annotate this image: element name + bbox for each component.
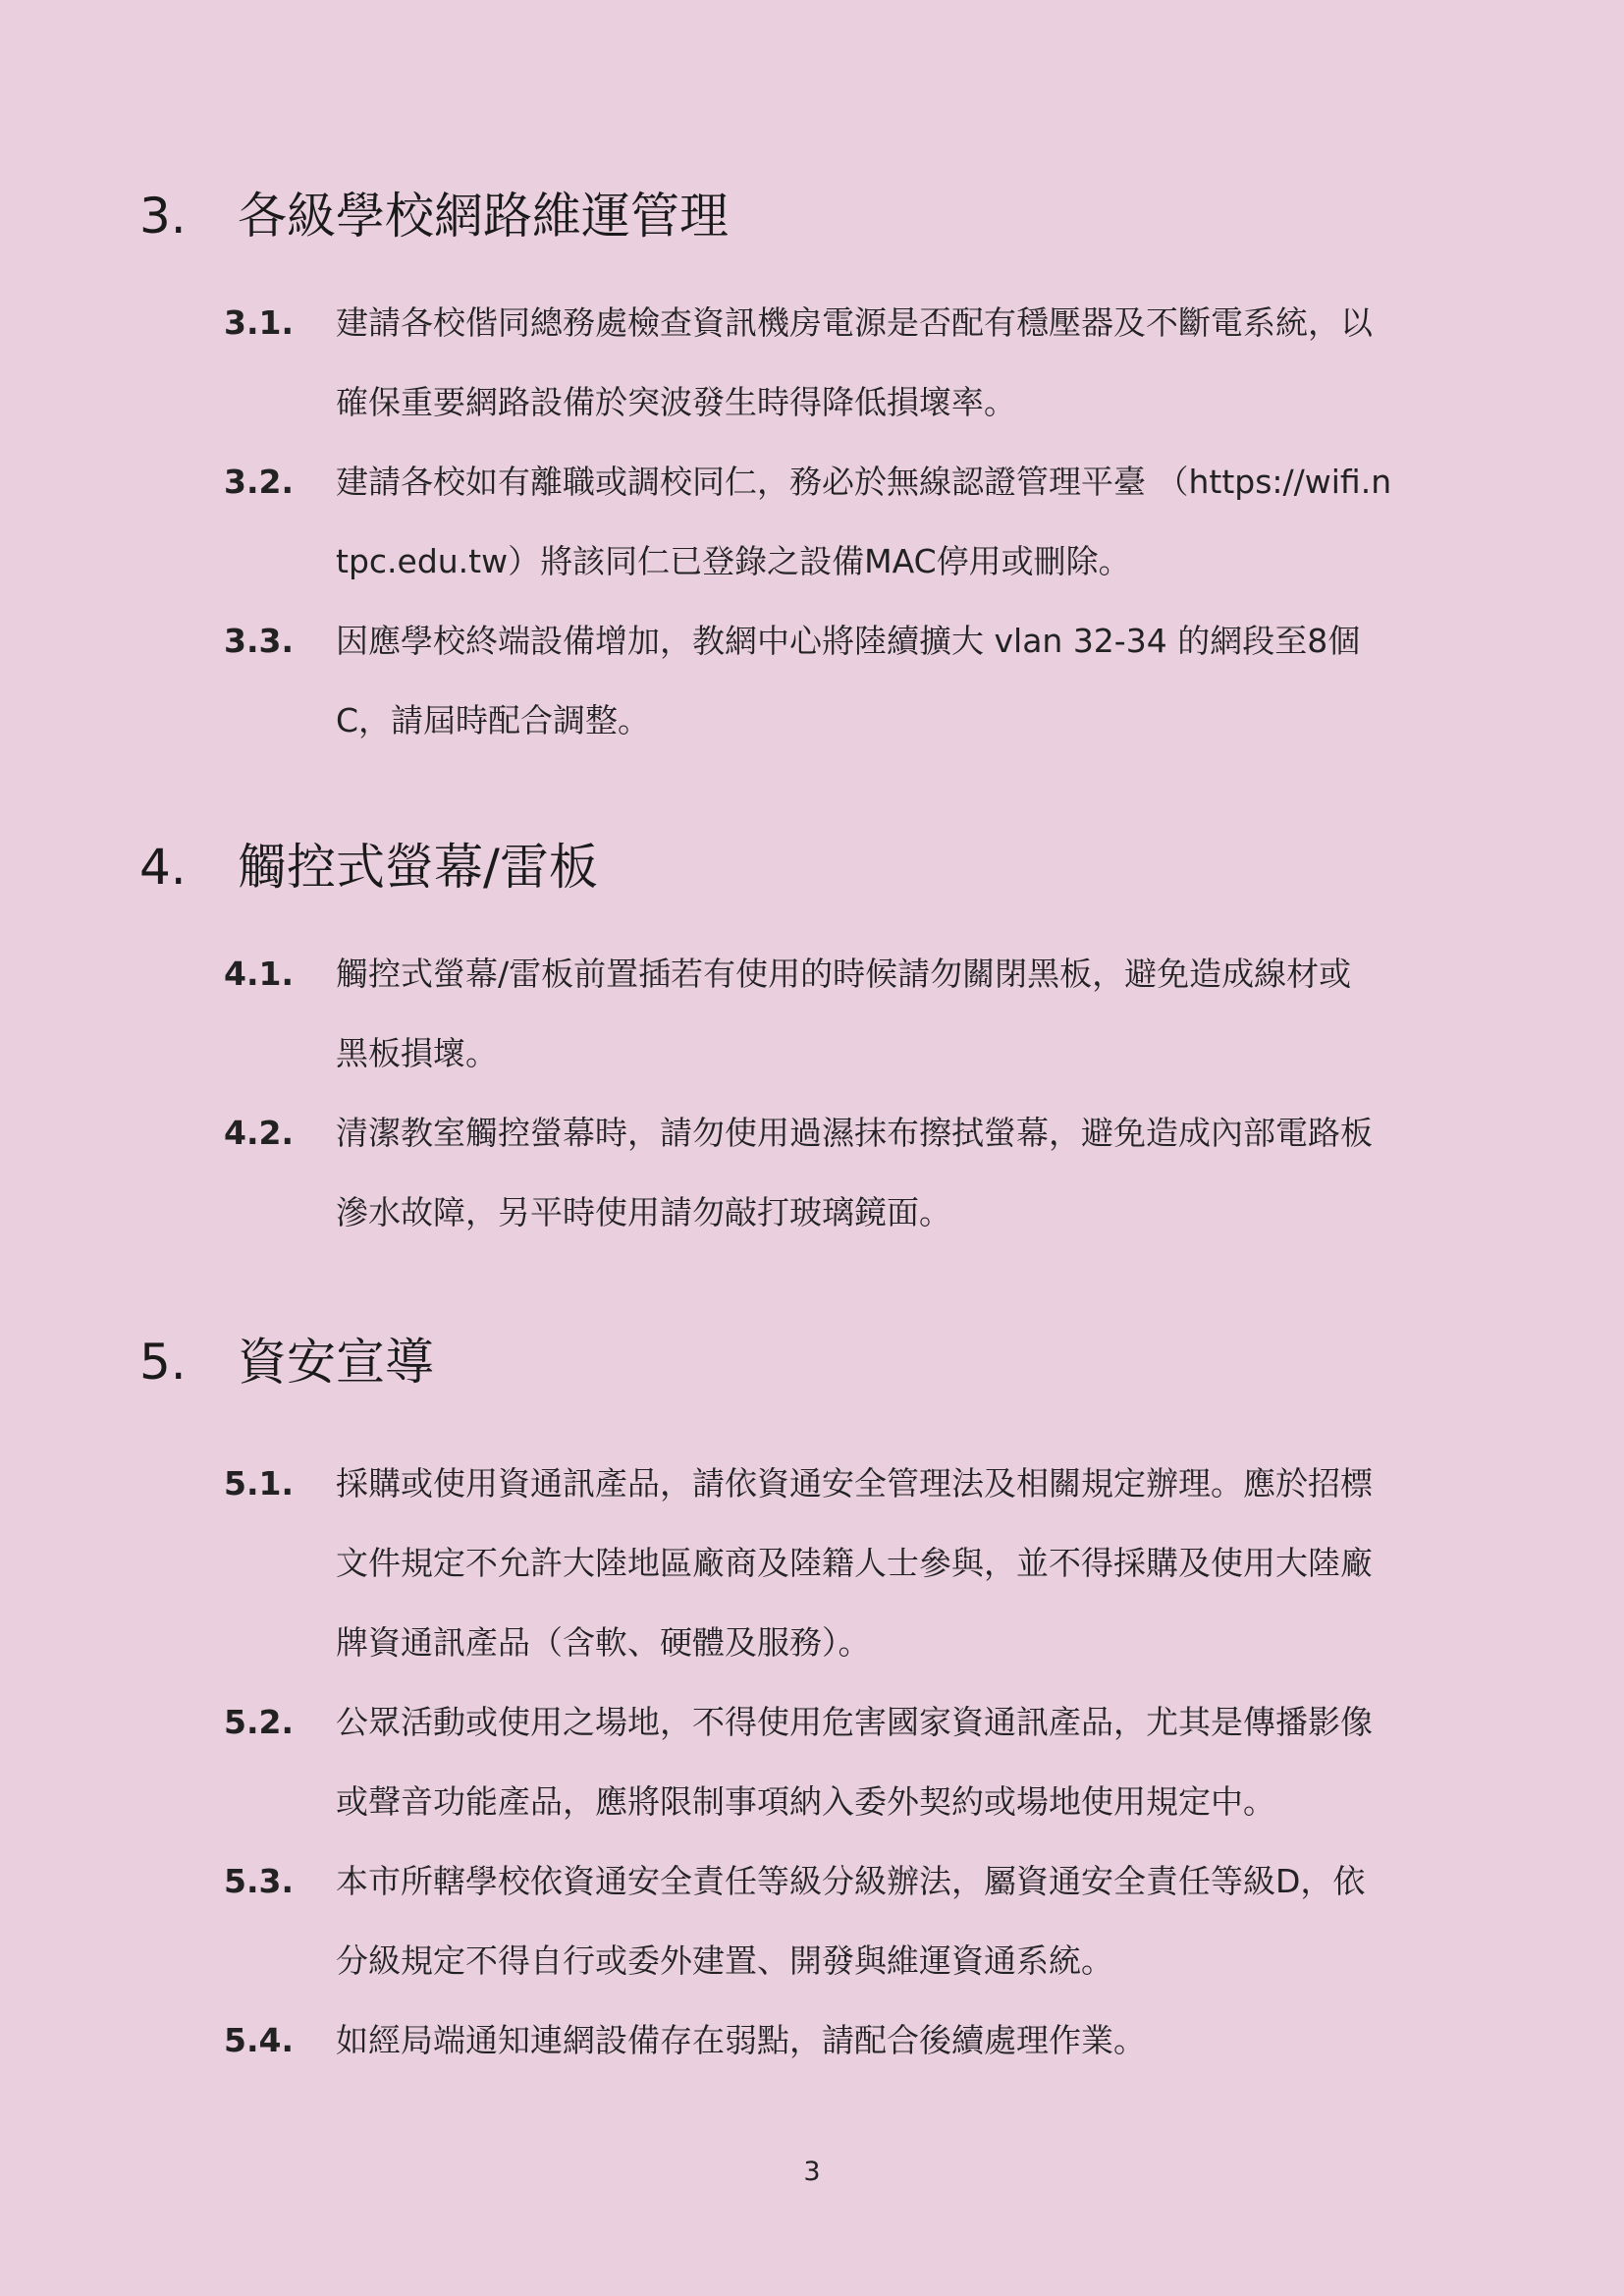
section-number: 3. (139, 188, 187, 245)
section-3 (0, 177, 1624, 255)
item-line: 牌資通訊產品（含軟、硬體及服務）。 (336, 1623, 871, 1662)
item-line: 分級規定不得自行或委外建置、開發與維運資通系統。 (336, 1941, 1113, 1980)
section-5 (0, 1323, 1624, 1401)
section-title: 觸控式螢幕/雷板 (238, 839, 598, 896)
item-line: 採購或使用資通訊產品，請依資通安全管理法及相關規定辦理。應於招標 (336, 1464, 1373, 1503)
item-line: 文件規定不允許大陸地區廠商及陸籍人士參與，並不得採購及使用大陸廠 (336, 1544, 1373, 1582)
item-text (336, 1682, 1485, 1841)
item-line: C，請屆時配合調整。 (336, 701, 651, 739)
section-number: 4. (139, 839, 187, 896)
item-line: 建請各校如有離職或調校同仁，務必於無線認證管理平臺 （https://wifi.n (336, 463, 1392, 501)
item-line: 或聲音功能產品，應將限制事項納入委外契約或場地使用規定中。 (336, 1782, 1275, 1821)
page-number: 3 (803, 2157, 821, 2187)
item-line: 確保重要網路設備於突波發生時得降低損壞率。 (336, 383, 1016, 421)
section-heading (0, 828, 1624, 906)
item-text (336, 934, 1485, 1093)
item-text (336, 1093, 1485, 1252)
item-number: 4.2. (224, 1114, 294, 1152)
section-title: 資安宣導 (238, 1334, 434, 1391)
item-number: 3.2. (224, 463, 294, 501)
item-line: 黑板損壞。 (336, 1034, 498, 1072)
item-text (336, 283, 1485, 442)
item-number: 3.1. (224, 303, 294, 342)
item-number: 3.3. (224, 622, 294, 660)
item-line: 建請各校偕同總務處檢查資訊機房電源是否配有穩壓器及不斷電系統，以 (336, 303, 1373, 342)
item-line: 清潔教室觸控螢幕時，請勿使用過濕抹布擦拭螢幕，避免造成內部電路板 (336, 1114, 1373, 1152)
item-number: 5.1. (224, 1464, 294, 1503)
item-text (336, 1841, 1485, 2000)
section-title: 各級學校網路維運管理 (238, 188, 729, 245)
section-heading (0, 177, 1624, 255)
item-number: 5.3. (224, 1862, 294, 1900)
item-line: 公眾活動或使用之場地，不得使用危害國家資通訊產品，尤其是傳播影像 (336, 1703, 1373, 1741)
item-line: 滲水故障，另平時使用請勿敲打玻璃鏡面。 (336, 1193, 951, 1231)
item-text (336, 2000, 1485, 2080)
item-text (336, 1444, 1485, 1682)
section-heading (0, 1323, 1624, 1401)
item-line: 觸控式螢幕/雷板前置插若有使用的時候請勿關閉黑板，避免造成線材或 (336, 955, 1352, 993)
item-line: 本市所轄學校依資通安全責任等級分級辦法，屬資通安全責任等級D，依 (336, 1862, 1366, 1900)
item-line: 如經局端通知連網設備存在弱點，請配合後續處理作業。 (336, 2021, 1146, 2059)
section-number: 5. (139, 1334, 187, 1391)
item-text (336, 442, 1485, 601)
item-line: tpc.edu.tw）將該同仁已登錄之設備MAC停用或刪除。 (336, 542, 1131, 580)
item-number: 5.2. (224, 1703, 294, 1741)
item-text (336, 601, 1485, 760)
section-4 (0, 828, 1624, 906)
item-number: 4.1. (224, 955, 294, 993)
item-line: 因應學校終端設備增加，教網中心將陸續擴大 vlan 32-34 的網段至8個 (336, 622, 1361, 660)
item-number: 5.4. (224, 2021, 294, 2059)
